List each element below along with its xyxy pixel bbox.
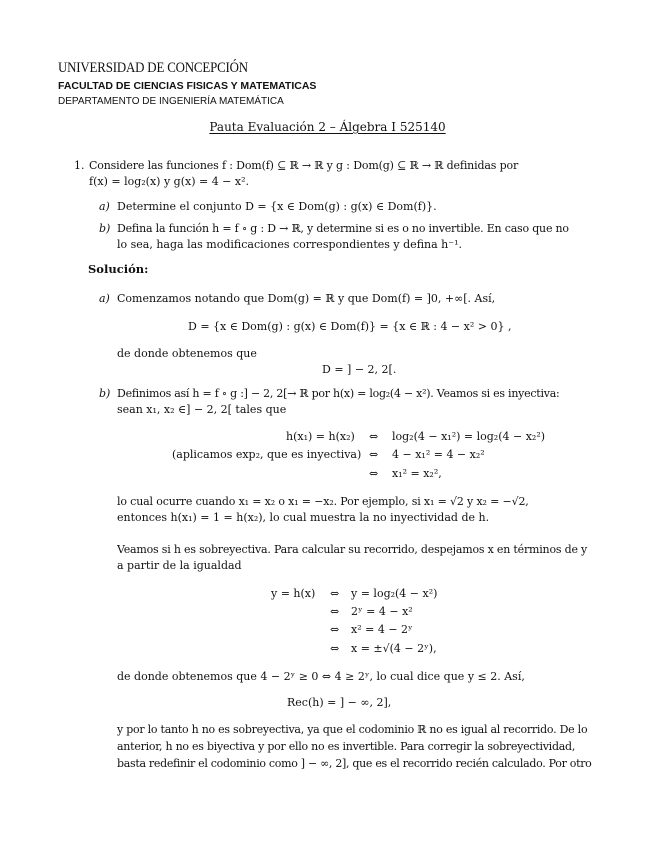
solution-b-line-6: a partir de la igualdad xyxy=(117,559,242,572)
part-a-label: a) xyxy=(99,200,110,213)
injectivity-eq-op-3: ⇔ xyxy=(369,467,379,480)
injectivity-eq-left-2: (aplicamos exp₂, que es inyectiva) xyxy=(172,448,362,461)
solution-heading: Solución: xyxy=(88,262,149,276)
solution-b-line-7: de donde obtenemos que 4 − 2ʸ ≥ 0 ⇔ 4 ≥ 2ʸ, lo cual dice que y ≤ 2. Así, xyxy=(117,670,525,683)
part-b-label: b) xyxy=(99,222,111,235)
surjectivity-eq-op-3: ⇔ xyxy=(330,623,340,636)
solution-b-line-5: Veamos si h es sobreyectiva. Para calcular su recorrido, despejamos x en términos de y xyxy=(117,543,588,556)
department-name: DEPARTAMENTO DE INGENIERÍA MATEMÁTICA xyxy=(58,96,284,107)
solution-b-line-4: entonces h(x₁) = 1 = h(x₂), lo cual muestra la no inyectividad de h. xyxy=(117,511,490,524)
solution-a-line-1: Comenzamos notando que Dom(g) = ℝ y que Dom(f) = ]0, +∞[. Así, xyxy=(117,292,496,305)
solution-a-equation-2: D = ] − 2, 2[. xyxy=(322,363,397,376)
surjectivity-eq-op-4: ⇔ xyxy=(330,642,340,655)
recorrido-equation: Rec(h) = ] − ∞, 2], xyxy=(287,696,392,709)
surjectivity-eq-right-3: x² = 4 − 2ʸ xyxy=(351,623,413,636)
injectivity-eq-right-2: 4 − x₁² = 4 − x₂² xyxy=(392,448,485,461)
surjectivity-eq-right-4: x = ±√(4 − 2ʸ), xyxy=(351,642,437,655)
surjectivity-eq-left-1: y = h(x) xyxy=(271,587,316,600)
part-a-question: Determine el conjunto D = {x ∈ Dom(g) : g(x) ∈ Dom(f)}. xyxy=(117,200,437,213)
solution-b-line-9: anterior, h no es biyectiva y por ello no es invertible. Para corregir la sobreyectividad, xyxy=(117,740,576,753)
solution-b-line-3: lo cual ocurre cuando x₁ = x₂ o x₁ = −x₂. Por ejemplo, si x₁ = √2 y x₂ = −√2, xyxy=(117,495,529,508)
part-b-question-line-2: lo sea, haga las modificaciones correspondientes y defina h⁻¹. xyxy=(117,238,462,251)
problem-statement-line-2: f(x) = log₂(x) y g(x) = 4 − x². xyxy=(89,175,250,188)
part-b-question-line-1: Defina la función h = f ∘ g : D → ℝ, y determine si es o no invertible. En caso que no xyxy=(117,222,569,235)
solution-a-label: a) xyxy=(99,292,110,305)
injectivity-eq-right-1: log₂(4 − x₁²) = log₂(4 − x₂²) xyxy=(392,430,546,443)
university-name: UNIVERSIDAD DE CONCEPCIÓN xyxy=(58,60,248,76)
solution-a-line-2: de donde obtenemos que xyxy=(117,347,257,360)
injectivity-eq-op-1: ⇔ xyxy=(369,430,379,443)
document-title: Pauta Evaluación 2 – Álgebra I 525140 xyxy=(209,120,446,134)
solution-b-label: b) xyxy=(99,387,111,400)
solution-a-equation-1: D = {x ∈ Dom(g) : g(x) ∈ Dom(f)} = {x ∈ ℝ : 4 − x² > 0} , xyxy=(188,320,512,333)
injectivity-eq-left-1: h(x₁) = h(x₂) xyxy=(286,430,355,443)
surjectivity-eq-right-2: 2ʸ = 4 − x² xyxy=(351,605,413,618)
injectivity-eq-right-3: x₁² = x₂², xyxy=(392,467,442,480)
injectivity-eq-op-2: ⇔ xyxy=(369,448,379,461)
solution-b-line-10: basta redefinir el codominio como ] − ∞, 2], que es el recorrido recién calculado. Por otro xyxy=(117,757,592,770)
surjectivity-eq-op-2: ⇔ xyxy=(330,605,340,618)
solution-b-line-1: Definimos así h = f ∘ g :] − 2, 2[→ ℝ por h(x) = log₂(4 − x²). Veamos si es inyectiva: xyxy=(117,387,560,400)
solution-b-line-8: y por lo tanto h no es sobreyectiva, ya que el codominio ℝ no es igual al recorrido. De lo xyxy=(117,723,588,736)
surjectivity-eq-op-1: ⇔ xyxy=(330,587,340,600)
problem-statement-line-1: Considere las funciones f : Dom(f) ⊆ ℝ → ℝ y g : Dom(g) ⊆ ℝ → ℝ definidas por xyxy=(89,159,519,172)
solution-b-line-2: sean x₁, x₂ ∈] − 2, 2[ tales que xyxy=(117,403,287,416)
problem-number: 1. xyxy=(74,159,85,172)
surjectivity-eq-right-1: y = log₂(4 − x²) xyxy=(351,587,438,600)
faculty-name: FACULTAD DE CIENCIAS FISICAS Y MATEMATICAS xyxy=(58,80,317,92)
